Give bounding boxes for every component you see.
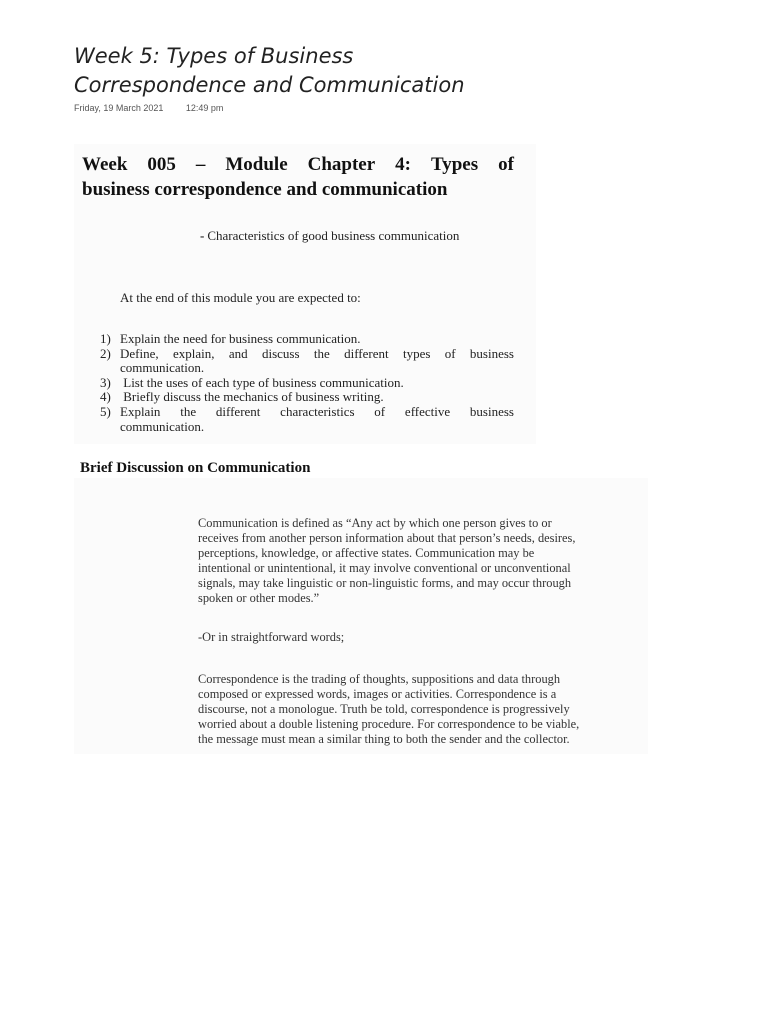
module-clipping [74,144,536,444]
objective-number: 4) [100,389,111,405]
module-heading-line-1 [82,152,514,177]
objective-text [120,390,514,405]
heading-word: Types [430,154,479,175]
objective-text [120,347,514,376]
note-timestamp [74,103,223,113]
paragraph-line: spoken or other modes.” [198,591,320,605]
objective-line: Briefly discuss the mechanics of business writing. [120,389,384,405]
objective-number: 3) [100,374,111,390]
paragraph-line: Correspondence is the trading of thoughts, suppositions and data through [198,672,561,686]
paragraph-line: composed or expressed words, images or activities. Correspondence is a [198,687,557,701]
objective-line: Explain the need for business communication. [120,331,361,346]
paragraph-line: signals, may take linguistic or non-linguistic forms, and may occur through [198,576,572,590]
objective-line-text: Define, explain, and discuss the different types of business [120,345,514,361]
objective-item [100,390,514,405]
objective-item [100,332,514,347]
correspondence-definition [198,672,638,747]
objective-line: communication. [120,418,205,434]
objective-text [120,405,514,434]
communication-definition [198,516,638,606]
note-date: Friday, 19 March 2021 [74,103,164,113]
note-time: 12:49 pm [185,103,224,113]
objective-number: 1) [100,331,111,346]
objectives-list [100,332,514,434]
paragraph-line: perceptions, knowledge, or affective states. Communication may be [198,546,535,560]
paragraph-line: discourse, not a monologue. Truth be told, correspondence is progressively [198,702,570,716]
objective-number: 2) [100,345,111,361]
heading-word: of [498,154,514,175]
objective-text [120,376,514,391]
module-subtopic [200,228,459,244]
subtopic-dash: - [200,228,205,243]
heading-word: Module [225,154,288,175]
module-heading [82,152,514,202]
paragraph-line: Communication is defined as “Any act by which one person gives to or [198,516,552,530]
subtopic-text: Characteristics of good business communication [207,228,460,243]
objective-item [100,347,514,376]
page-title-line-2: Correspondence and Communication [74,73,465,97]
objective-line: communication. [120,360,205,376]
objective-item [100,376,514,391]
heading-word: Chapter [307,154,376,175]
paragraph-line: intentional or unintentional, it may involve conventional or unconventional [198,561,571,575]
heading-word: Week [82,154,128,175]
discussion-clipping [74,478,648,754]
objective-number: 5) [100,403,111,419]
objective-line: List the uses of each type of business communication. [120,374,404,390]
objective-line: Explain the different characteristics of effective business [120,403,514,419]
discussion-heading: Brief Discussion on Communication [80,460,311,476]
objective-text [120,332,514,347]
objectives-intro: At the end of this module you are expected to: [120,290,361,305]
page-title-line-1: Week 5: Types of Business [74,44,354,68]
module-heading-line-2: business correspondence and communication [82,179,448,200]
heading-word: – [195,154,206,175]
paragraph-line: the message must mean a similar thing to both the sender and the collector. [198,732,570,746]
objective-item [100,405,514,434]
page-title [74,42,674,100]
heading-word: 4: [395,154,411,175]
paragraph-line: receives from another person information about that person’s needs, desires, [198,531,576,545]
objective-line [120,347,514,362]
straightforward-note: -Or in straightforward words; [198,630,345,644]
paragraph-line: worried about a double listening procedure. For correspondence to be viable, [198,717,580,731]
heading-word: 005 [147,154,176,175]
